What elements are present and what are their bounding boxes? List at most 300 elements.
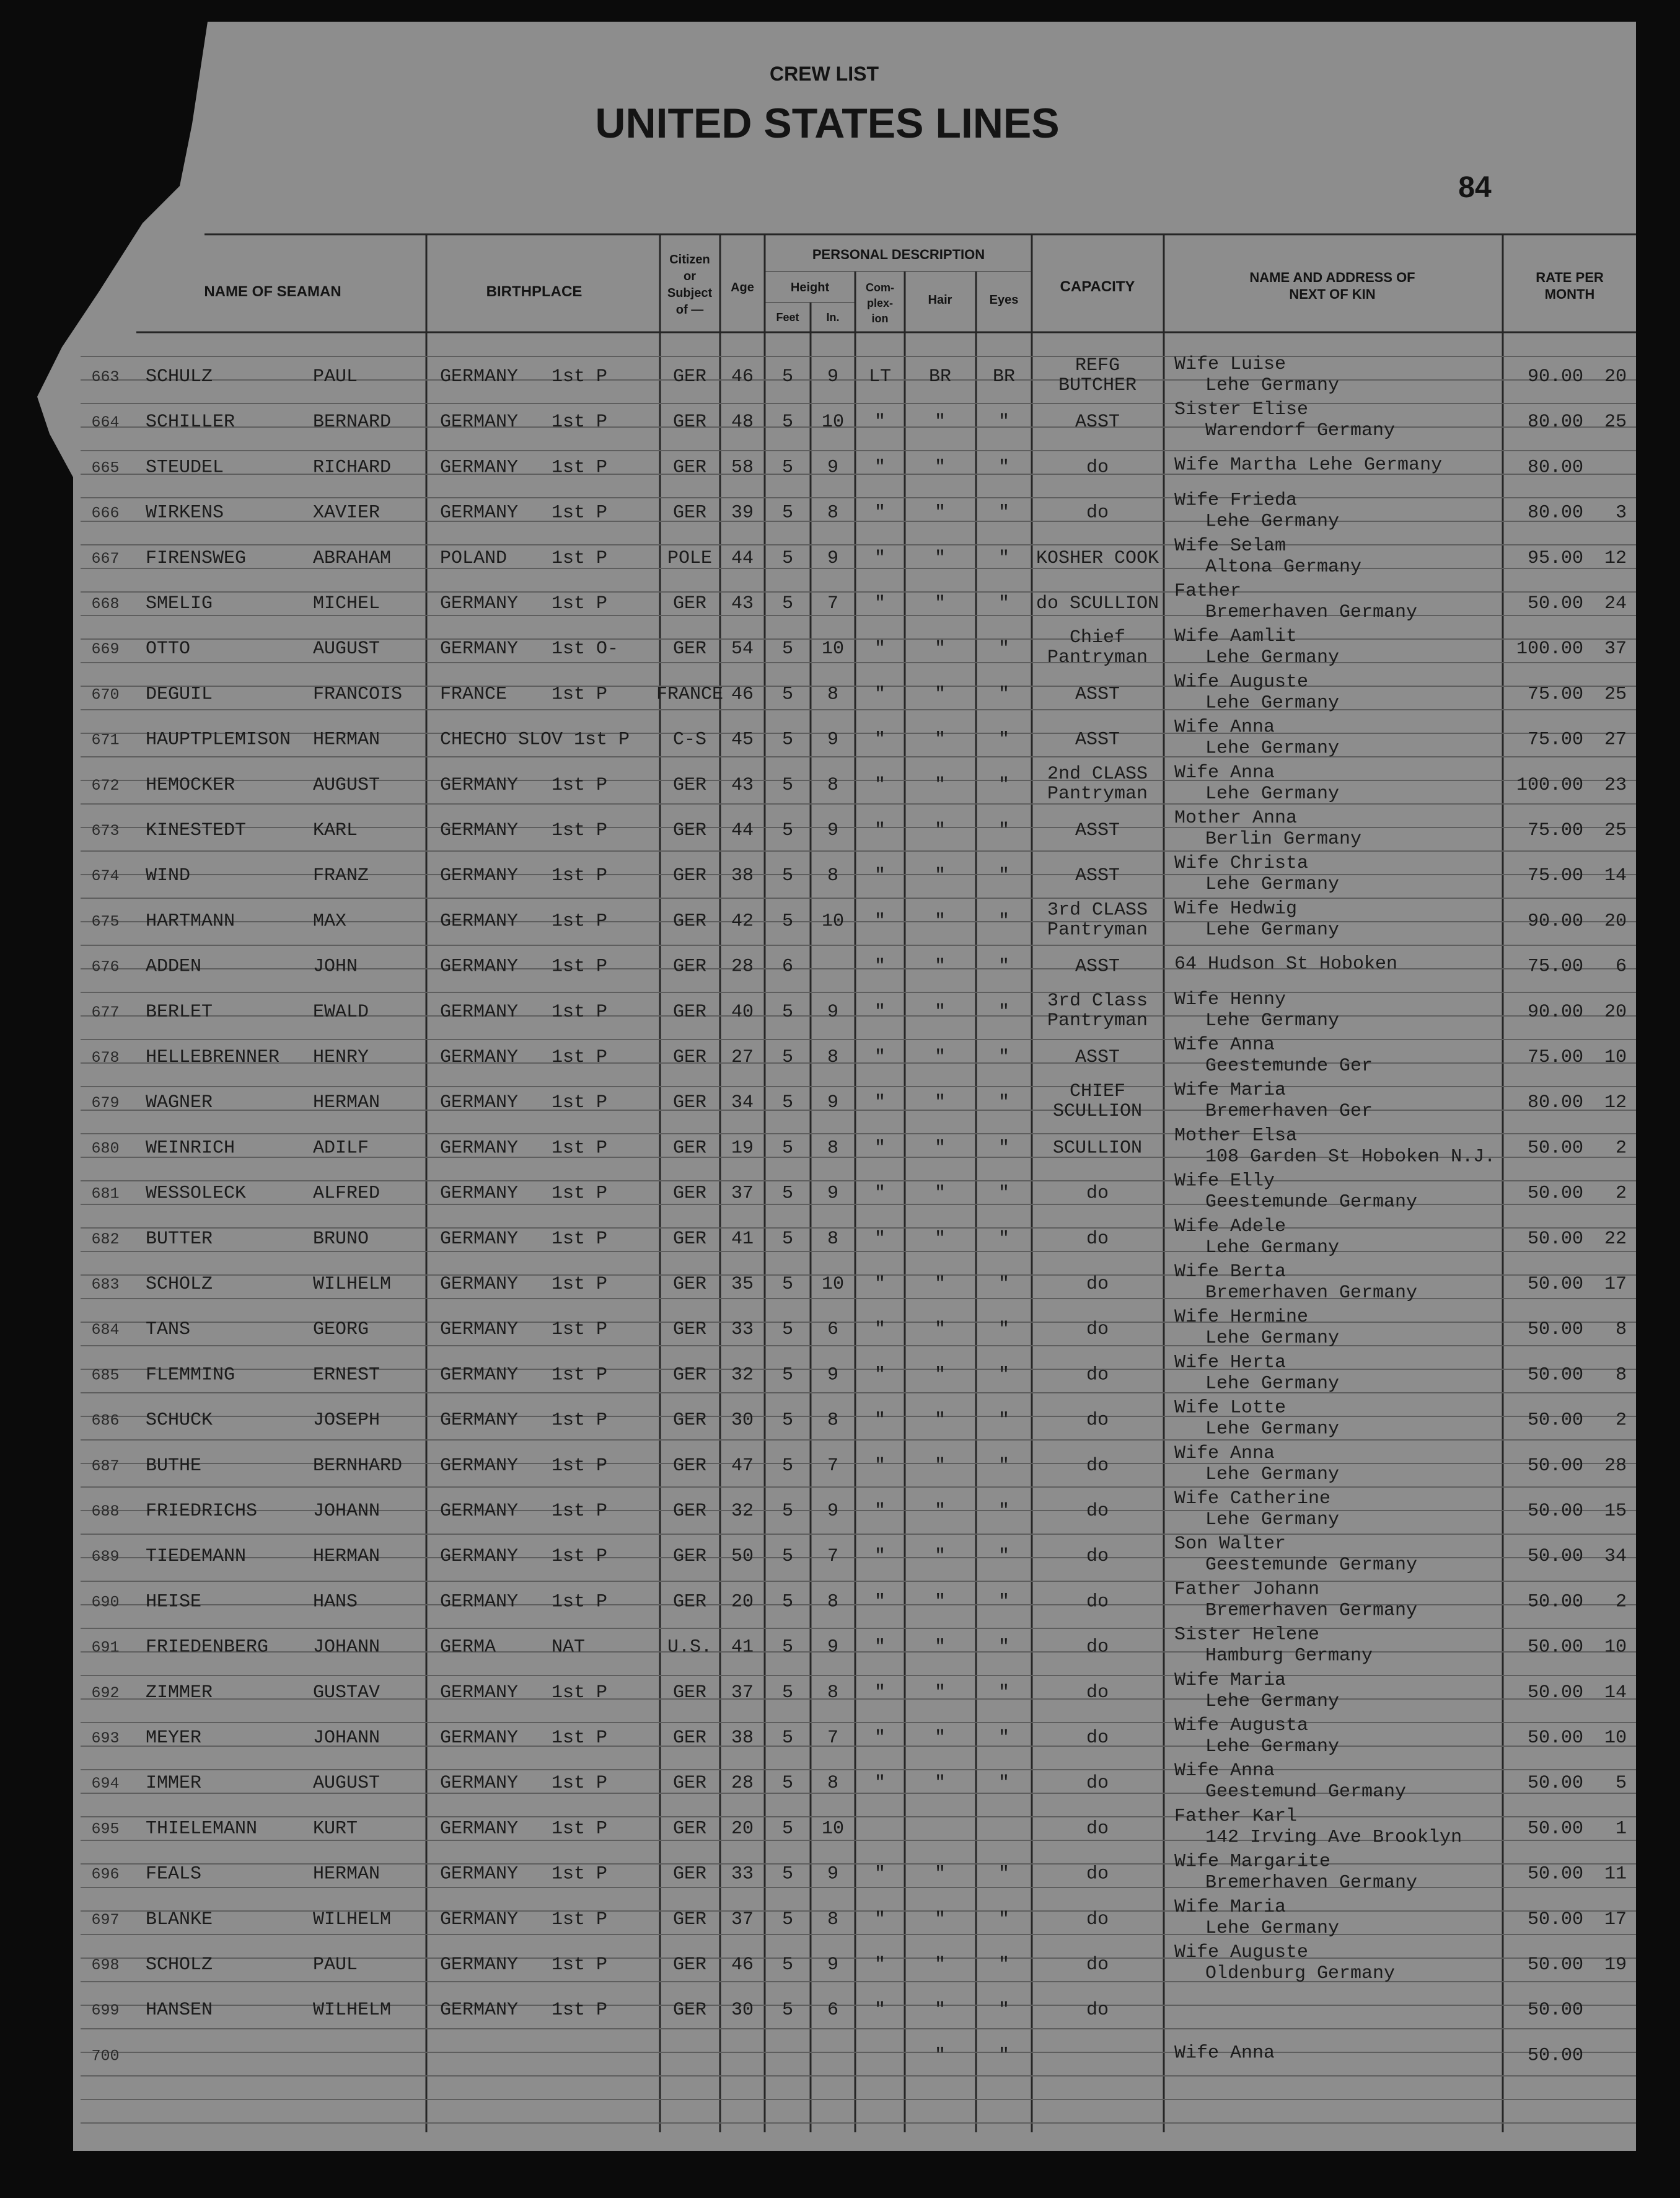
next-of-kin-address: Lehe Germany [1205,1509,1340,1530]
citizenship: GER [672,1682,707,1703]
seaman-surname: HARTMANN [146,911,235,932]
rate-note: 28 [1604,1455,1627,1476]
header-hair: Hair [928,293,952,307]
seaman-first-name: JOHANN [313,1501,380,1522]
capacity: 2nd CLASS [1047,763,1148,785]
eyes: " [998,1047,1010,1068]
capacity: do [1086,1183,1109,1204]
seaman-first-name: FRANZ [313,865,369,887]
row-number: 688 [91,1503,120,1521]
next-of-kin-name: Wife Anna [1174,762,1275,783]
eyes: " [998,1319,1010,1341]
header-name-of-seaman: NAME OF SEAMAN [204,283,341,300]
eyes: " [998,1228,1010,1250]
seaman-first-name: KARL [313,820,358,841]
hair: " [934,1364,946,1386]
height-inches: 9 [827,1183,839,1204]
header-citizen-2: or [684,270,696,283]
birthplace: GERMANY 1st P [440,366,608,387]
birthplace: GERMANY 1st P [440,911,608,932]
next-of-kin-address: Bremerhaven Ger [1205,1101,1373,1123]
complexion: " [874,412,886,433]
rate: 50.00 [1527,1863,1583,1885]
eyes: " [998,502,1010,524]
birthplace: GERMANY 1st P [440,1455,608,1476]
next-of-kin-address: Lehe Germany [1205,1418,1340,1440]
hair: " [934,2045,946,2067]
row-number: 666 [91,504,120,523]
age: 20 [731,1591,754,1613]
hair: " [934,1228,946,1250]
next-of-kin-name: Father [1174,581,1242,602]
eyes: " [998,774,1010,796]
complexion: " [874,638,886,660]
hair: " [934,1591,946,1613]
citizenship: GER [672,1274,707,1295]
next-of-kin-name: Wife Lotte [1174,1397,1286,1419]
rate-note: 27 [1604,729,1627,751]
eyes: " [998,1728,1010,1749]
rate: 75.00 [1527,865,1583,887]
rate: 80.00 [1527,1092,1583,1114]
rate-note: 24 [1604,593,1627,614]
next-of-kin-name: Wife Frieda [1174,490,1298,511]
hair: " [934,1863,946,1885]
rate: 75.00 [1527,956,1583,978]
height-feet: 5 [781,774,794,796]
age: 38 [731,1728,754,1749]
capacity: do SCULLION [1036,593,1159,614]
rate-note: 5 [1615,1773,1627,1794]
citizenship: GER [672,1137,707,1159]
next-of-kin-address: Lehe Germany [1205,738,1340,759]
eyes: " [998,820,1010,841]
rate: 80.00 [1527,502,1583,524]
citizenship: GER [672,1228,707,1250]
seaman-first-name: HENRY [313,1047,369,1068]
next-of-kin-name: Sister Elise [1174,399,1309,421]
next-of-kin-name: Wife Augusta [1174,1715,1309,1736]
hair: " [934,502,946,524]
height-feet: 5 [781,1591,794,1613]
seaman-first-name: WILHELM [313,1909,392,1930]
complexion: " [874,1501,886,1522]
seaman-surname: FIRENSWEG [146,547,247,569]
next-of-kin-address: Lehe Germany [1205,1010,1340,1031]
seaman-surname: BUTHE [146,1455,202,1476]
citizenship: GER [672,1954,707,1975]
height-inches: 6 [827,2000,839,2021]
height-inches: 7 [827,1455,839,1476]
next-of-kin-name: Wife Anna [1174,1035,1275,1056]
capacity: CHIEF [1069,1081,1126,1103]
rate: 75.00 [1527,1047,1583,1068]
birthplace: GERMA NAT [440,1636,586,1658]
height-inches: 9 [827,547,839,569]
rate-note: 14 [1604,865,1627,887]
seaman-first-name: WILHELM [313,2000,392,2021]
seaman-surname: HELLEBRENNER [146,1047,280,1068]
complexion: " [874,729,886,751]
rate: 90.00 [1527,1001,1583,1023]
next-of-kin-address: Hamburg Germany [1205,1645,1373,1667]
eyes: " [998,1682,1010,1703]
eyes: " [998,1863,1010,1885]
seaman-surname: TANS [146,1319,191,1341]
hair: " [934,1001,946,1023]
height-feet: 5 [781,911,794,932]
capacity: KOSHER COOK [1036,547,1159,569]
height-inches: 9 [827,1501,839,1522]
rate: 50.00 [1527,1319,1583,1341]
seaman-first-name: HERMAN [313,1546,380,1568]
eyes: " [998,638,1010,660]
seaman-surname: KINESTEDT [146,820,247,841]
rate-note: 2 [1615,1137,1627,1159]
citizenship: GER [672,2000,707,2021]
complexion: " [874,1455,886,1476]
height-inches: 8 [827,1047,839,1068]
capacity: ASST [1075,684,1120,705]
complexion: " [874,1092,886,1114]
hair: " [934,774,946,796]
eyes: " [998,1001,1010,1023]
hair: " [934,412,946,433]
row-number: 698 [91,1956,120,1974]
next-of-kin-address: Lehe Germany [1205,874,1340,896]
height-feet: 5 [781,1909,794,1930]
height-inches: 7 [827,593,839,614]
next-of-kin-name: Mother Elsa [1174,1125,1298,1147]
row-number: 671 [91,731,120,749]
seaman-first-name: MAX [313,911,347,932]
complexion: " [874,1183,886,1204]
birthplace: GERMANY 1st P [440,457,608,479]
capacity: 3rd CLASS [1047,899,1148,921]
eyes: BR [992,366,1016,387]
seaman-first-name: JOSEPH [313,1410,380,1431]
eyes: " [998,593,1010,614]
header-citizen-3: Subject [667,286,713,300]
birthplace: GERMANY 1st P [440,1954,608,1975]
next-of-kin-name: Wife Adele [1174,1216,1286,1237]
birthplace: GERMANY 1st P [440,1682,608,1703]
height-feet: 5 [781,1546,794,1568]
hair: " [934,1410,946,1431]
capacity: do [1086,1818,1109,1840]
next-of-kin-name: 64 Hudson St Hoboken [1174,953,1398,975]
complexion: " [874,1319,886,1341]
complexion: " [874,865,886,887]
height-inches: 8 [827,1682,839,1703]
citizenship: GER [672,366,707,387]
hair: " [934,1636,946,1658]
height-feet: 5 [781,457,794,479]
row-number: 695 [91,1820,120,1838]
row-number: 664 [91,413,120,432]
hair: " [934,1909,946,1930]
age: 46 [731,1954,754,1975]
complexion: " [874,1410,886,1431]
birthplace: GERMANY 1st P [440,1773,608,1794]
seaman-first-name: GEORG [313,1319,369,1341]
seaman-first-name: ABRAHAM [313,547,392,569]
seaman-surname: IMMER [146,1773,202,1794]
rate: 50.00 [1527,1410,1583,1431]
capacity: Chief [1069,627,1126,649]
rate-note: 3 [1615,502,1627,524]
seaman-first-name: EWALD [313,1001,369,1023]
height-feet: 5 [781,729,794,751]
height-feet: 5 [781,1818,794,1840]
seaman-surname: FRIEDENBERG [146,1636,269,1658]
next-of-kin-address: Bremerhaven Germany [1205,602,1418,623]
hair: " [934,1183,946,1204]
seaman-first-name: PAUL [313,366,358,387]
seaman-first-name: JOHANN [313,1728,380,1749]
next-of-kin-name: Wife Hermine [1174,1307,1309,1328]
rate: 75.00 [1527,684,1583,705]
seaman-surname: WESSOLECK [146,1183,247,1204]
complexion: " [874,547,886,569]
next-of-kin-name: Son Walter [1174,1534,1286,1555]
complexion: " [874,1954,886,1975]
citizenship: GER [672,502,707,524]
age: 28 [731,1773,754,1794]
capacity: do [1086,1546,1109,1568]
row-number: 686 [91,1411,120,1430]
seaman-first-name: PAUL [313,1954,358,1975]
seaman-first-name: ADILF [313,1137,369,1159]
birthplace: GERMANY 1st P [440,1274,608,1295]
complexion: " [874,1909,886,1930]
capacity: do [1086,1773,1109,1794]
capacity: ASST [1075,956,1120,978]
header-complexion-2: plex- [866,297,894,309]
height-feet: 5 [781,366,794,387]
complexion: " [874,593,886,614]
citizenship: GER [672,1591,707,1613]
birthplace: GERMANY 1st P [440,2000,608,2021]
complexion: " [874,820,886,841]
header-feet: Feet [776,311,799,324]
age: 30 [731,1410,754,1431]
citizenship: GER [672,1455,707,1476]
height-feet: 5 [781,1001,794,1023]
next-of-kin-name: Wife Auguste [1174,671,1309,693]
rate-note: 12 [1604,1092,1627,1114]
seaman-surname: WIRKENS [146,502,224,524]
rate-note: 8 [1615,1319,1627,1341]
rate: 80.00 [1527,457,1583,479]
rate: 50.00 [1527,1682,1583,1703]
age: 45 [731,729,754,751]
rate-note: 25 [1604,820,1627,841]
height-feet: 5 [781,1047,794,1068]
rate: 80.00 [1527,412,1583,433]
next-of-kin-address: Lehe Germany [1205,647,1340,669]
rate: 75.00 [1527,820,1583,841]
height-inches: 8 [827,1909,839,1930]
seaman-first-name: XAVIER [313,502,380,524]
height-inches: 10 [821,911,845,932]
birthplace: GERMANY 1st P [440,865,608,887]
capacity-line-2: BUTCHER [1058,375,1137,396]
eyes: " [998,1773,1010,1794]
header-citizen-1: Citizen [669,253,710,267]
crew-list-label: CREW LIST [770,63,879,85]
hair: " [934,1319,946,1341]
birthplace: FRANCE 1st P [440,684,608,705]
capacity: do [1086,457,1109,479]
row-number: 676 [91,958,120,976]
seaman-surname: DEGUIL [146,684,213,705]
age: 20 [731,1818,754,1840]
header-citizen-4: of — [675,303,704,317]
height-feet: 5 [781,412,794,433]
row-number: 689 [91,1548,120,1566]
citizenship: GER [672,1364,707,1386]
height-inches: 8 [827,1410,839,1431]
hair: " [934,547,946,569]
next-of-kin-name: Father Johann [1174,1579,1320,1600]
eyes: " [998,412,1010,433]
header-rate-2: MONTH [1544,286,1595,302]
age: 28 [731,956,754,978]
seaman-surname: BLANKE [146,1909,213,1930]
seaman-surname: TIEDEMANN [146,1546,247,1568]
seaman-surname: SCHILLER [146,412,235,433]
seaman-surname: ADDEN [146,956,202,978]
height-feet: 5 [781,593,794,614]
rate: 90.00 [1527,911,1583,932]
height-inches: 10 [821,1274,845,1295]
row-number: 694 [91,1775,120,1793]
seaman-first-name: BRUNO [313,1228,369,1250]
hair: " [934,1137,946,1159]
age: 47 [731,1455,754,1476]
height-feet: 5 [781,502,794,524]
next-of-kin-name: Sister Helene [1174,1624,1320,1646]
row-number: 682 [91,1230,120,1248]
height-feet: 5 [781,684,794,705]
seaman-first-name: GUSTAV [313,1682,380,1703]
seaman-surname: BUTTER [146,1228,213,1250]
row-number: 685 [91,1366,120,1385]
height-inches: 8 [827,865,839,887]
next-of-kin-name: Father Karl [1174,1806,1298,1827]
rate-note: 1 [1615,1818,1627,1840]
hair: " [934,1773,946,1794]
rate: 95.00 [1527,547,1583,569]
seaman-surname: ZIMMER [146,1682,213,1703]
complexion: LT [868,366,892,387]
height-feet: 5 [781,638,794,660]
rate: 100.00 [1516,638,1583,660]
citizenship: GER [672,1863,707,1885]
seaman-surname: WIND [146,865,191,887]
height-inches: 9 [827,820,839,841]
hair: " [934,457,946,479]
seaman-first-name: ERNEST [313,1364,380,1386]
complexion: " [874,1274,886,1295]
capacity: do [1086,1682,1109,1703]
capacity: do [1086,1863,1109,1885]
age: 37 [731,1183,754,1204]
seaman-first-name: AUGUST [313,638,380,660]
row-number: 700 [91,2047,120,2065]
next-of-kin-address: 142 Irving Ave Brooklyn [1205,1827,1462,1848]
hair: " [934,911,946,932]
seaman-surname: MEYER [146,1728,202,1749]
header-complexion-3: ion [871,312,889,325]
seaman-surname: HEISE [146,1591,202,1613]
rate-note: 12 [1604,547,1627,569]
header-next-of-kin-2: NEXT OF KIN [1289,286,1376,302]
rate-note: 20 [1604,1001,1627,1023]
eyes: " [998,1364,1010,1386]
rate: 50.00 [1527,2045,1583,2067]
hair: " [934,1274,946,1295]
rate: 50.00 [1527,1183,1583,1204]
birthplace: GERMANY 1st P [440,1047,608,1068]
complexion: " [874,1773,886,1794]
next-of-kin-name: Wife Herta [1174,1352,1286,1374]
next-of-kin-name: Wife Selam [1174,535,1286,557]
capacity: do [1086,1501,1109,1522]
complexion: " [874,1137,886,1159]
height-feet: 5 [781,1682,794,1703]
rate-note: 2 [1615,1410,1627,1431]
eyes: " [998,547,1010,569]
birthplace: GERMANY 1st P [440,412,608,433]
birthplace: GERMANY 1st P [440,1410,608,1431]
height-feet: 5 [781,820,794,841]
citizenship: GER [672,638,707,660]
header-capacity: CAPACITY [1060,278,1135,295]
seaman-surname: SCHOLZ [146,1274,213,1295]
hair: " [934,1501,946,1522]
rate-note: 14 [1604,1682,1627,1703]
row-number: 673 [91,822,120,840]
height-inches: 8 [827,502,839,524]
birthplace: GERMANY 1st P [440,1183,608,1204]
complexion: " [874,1591,886,1613]
rate-note: 8 [1615,1364,1627,1386]
height-feet: 5 [781,1728,794,1749]
age: 44 [731,547,754,569]
complexion: " [874,1001,886,1023]
height-feet: 5 [781,1773,794,1794]
seaman-first-name: WILHELM [313,1274,392,1295]
header-birthplace: BIRTHPLACE [486,283,583,300]
height-feet: 5 [781,1092,794,1114]
birthplace: GERMANY 1st P [440,502,608,524]
capacity: REFG [1075,355,1120,376]
rate-note: 20 [1604,366,1627,387]
age: 44 [731,820,754,841]
eyes: " [998,1092,1010,1114]
row-number: 692 [91,1684,120,1702]
rate: 50.00 [1527,1728,1583,1749]
eyes: " [998,1909,1010,1930]
citizenship: GER [672,1909,707,1930]
height-inches: 9 [827,1863,839,1885]
eyes: " [998,1954,1010,1975]
row-number: 668 [91,595,120,613]
seaman-first-name: BERNARD [313,412,392,433]
citizenship: GER [672,1773,707,1794]
